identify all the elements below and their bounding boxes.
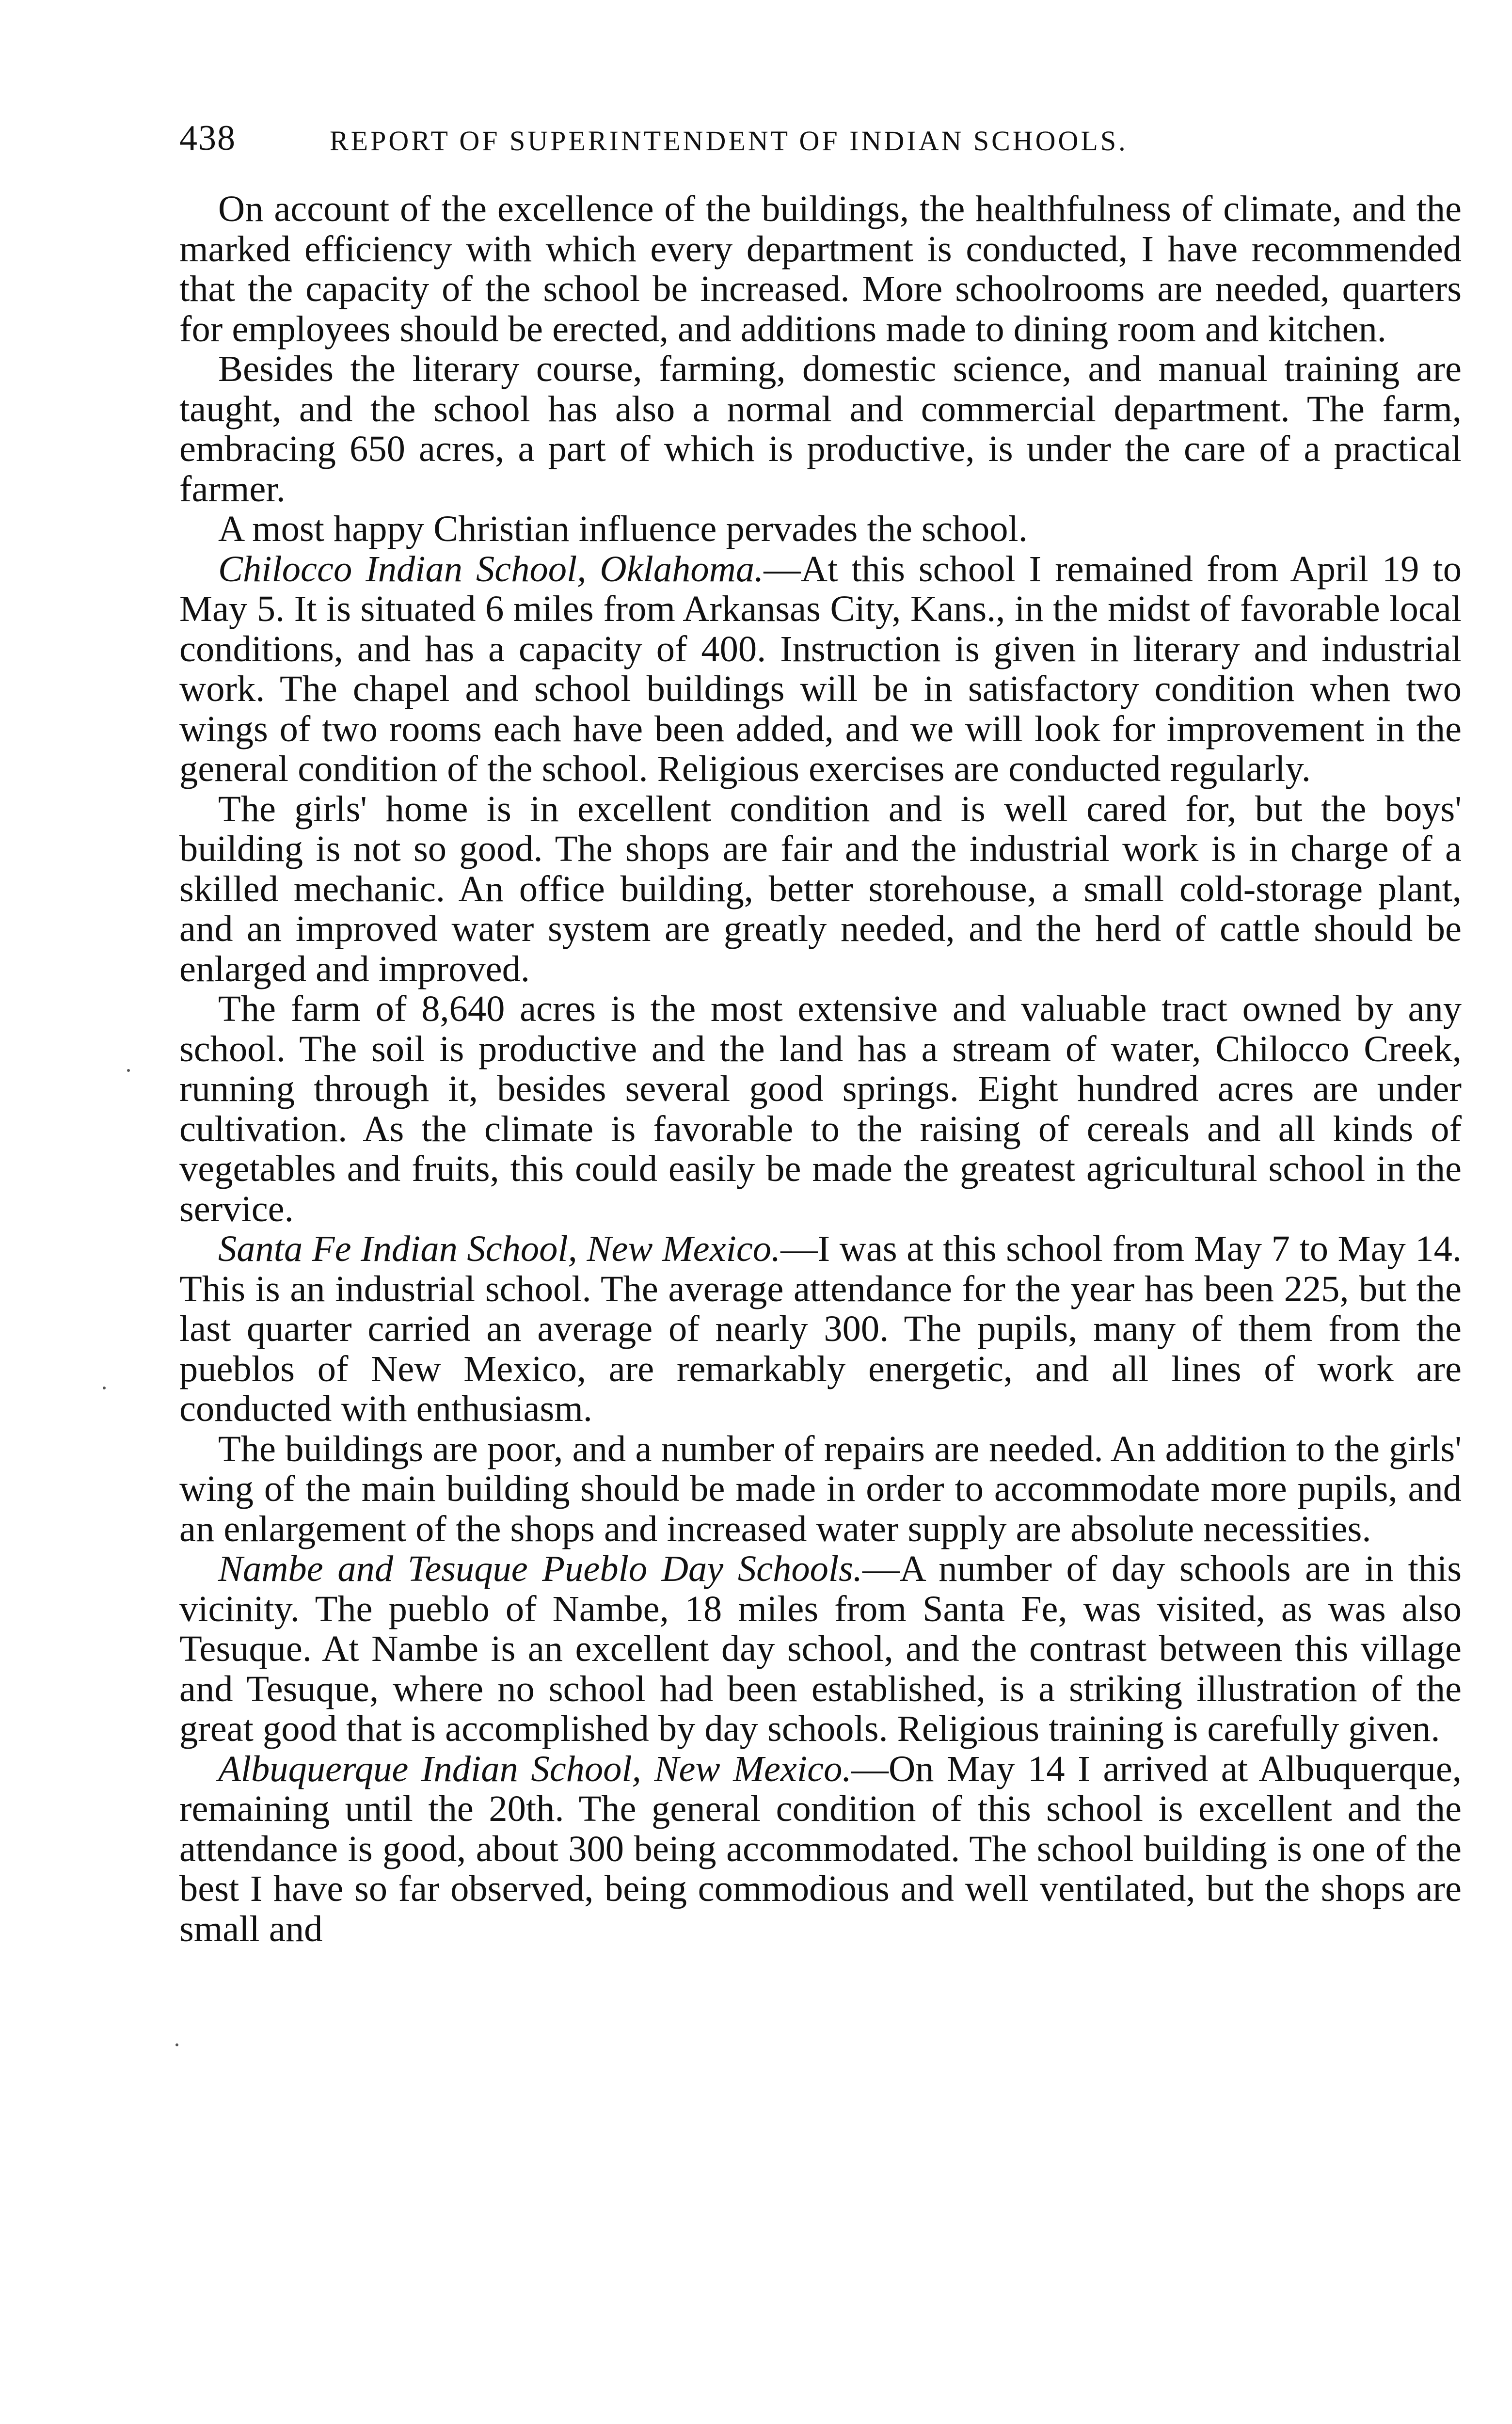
running-header	[179, 116, 1462, 160]
section-lead: Chilocco Indian School, Oklahoma.	[218, 548, 764, 590]
scan-speck	[127, 1069, 130, 1072]
paragraph-text: The girls' home is in excellent condition and is well cared for, but the boys' building is not so good. The shops are fair and the industrial work is in charge of a skilled mechanic. An office building, better storehouse, a small cold-storage plant, and an improved water system are greatly needed, and the herd of cattle should be enlarged and improved.	[179, 788, 1462, 989]
paragraph-text: —At this school I remained from April 19 to May 5. It is situated 6 miles from Arkansas City, Kans., in the midst of favorable local conditions, and has a capacity of 400. Instruction is given in literary and industrial work. The chapel and school buildings will be in satisfactory condition when two wings of two rooms each have been added, and we will look for improvement in the general condition of the school. Religious exercises are conducted regularly.	[179, 548, 1462, 789]
page-number: 438	[179, 118, 236, 158]
document-page	[179, 116, 1462, 1949]
paragraph	[179, 1549, 1462, 1749]
section-lead: Albuquerque Indian School, New Mexico.	[218, 1748, 852, 1789]
paragraph-text: A most happy Christian influence pervades the school.	[218, 508, 1028, 549]
paragraph	[179, 189, 1462, 349]
paragraph-text: —I was at this school from May 7 to May 14. This is an industrial school. The average attendance for the year has been 225, but the last quarter carried an average of nearly 300. The pupils, many of them from the pueblos of New Mexico, are remarkably energetic, and all lines of work are conducted with enthusiasm.	[179, 1228, 1462, 1429]
paragraph-text: The farm of 8,640 acres is the most extensive and valuable tract owned by any school. The soil is productive and the land has a stream of water, Chilocco Creek, running through it, besides several good springs. Eight hundred acres are under cultivation. As the climate is favorable to the raising of cereals and all kinds of vegetables and fruits, this could easily be made the greatest agricultural school in the service.	[179, 988, 1462, 1229]
paragraph	[179, 989, 1462, 1229]
paragraph	[179, 549, 1462, 789]
paragraph	[179, 1749, 1462, 1949]
paragraph-text: —On May 14 I arrived at Albuquerque, remaining until the 20th. The general condition of this school is excellent and the attendance is good, about 300 being accommodated. The school building is one of the best I have so far observed, being commodious and well ventilated, but the shops are small and	[179, 1748, 1462, 1949]
paragraph-text: On account of the excellence of the buildings, the healthfulness of climate, and the marked efficiency with which every department is conducted, I have recommended that the capacity of the school be increased. More schoolrooms are needed, quarters for employees should be erected, and additions made to dining room and kitchen.	[179, 188, 1462, 350]
body-text	[179, 189, 1462, 1949]
paragraph	[179, 789, 1462, 989]
paragraph	[179, 1229, 1462, 1429]
paragraph	[179, 1429, 1462, 1549]
paragraph-text: Besides the literary course, farming, domestic science, and manual training are taught, and the school has also a normal and commercial department. The farm, embracing 650 acres, a part of which is productive, is under the care of a practical farmer.	[179, 348, 1462, 510]
running-title: REPORT OF SUPERINTENDENT OF INDIAN SCHOOLS.	[330, 125, 1128, 157]
paragraph	[179, 509, 1462, 549]
paragraph-text: —A number of day schools are in this vicinity. The pueblo of Nambe, 18 miles from Santa Fe, was visited, as was also Tesuque. At Nambe is an excellent day school, and the contrast between this village and Tesuque, where no school had been established, is a striking illustration of the great good that is accomplished by day schools. Religious training is carefully given.	[179, 1548, 1462, 1749]
section-lead: Nambe and Tesuque Pueblo Day Schools.	[218, 1548, 863, 1589]
scan-speck	[103, 1387, 106, 1389]
scan-speck	[175, 2043, 178, 2046]
paragraph	[179, 349, 1462, 509]
paragraph-text: The buildings are poor, and a number of repairs are needed. An addition to the girls' wing of the main building should be made in order to accommodate more pupils, and an enlargement of the shops and increased water supply are absolute necessities.	[179, 1428, 1462, 1549]
section-lead: Santa Fe Indian School, New Mexico.	[218, 1228, 781, 1269]
